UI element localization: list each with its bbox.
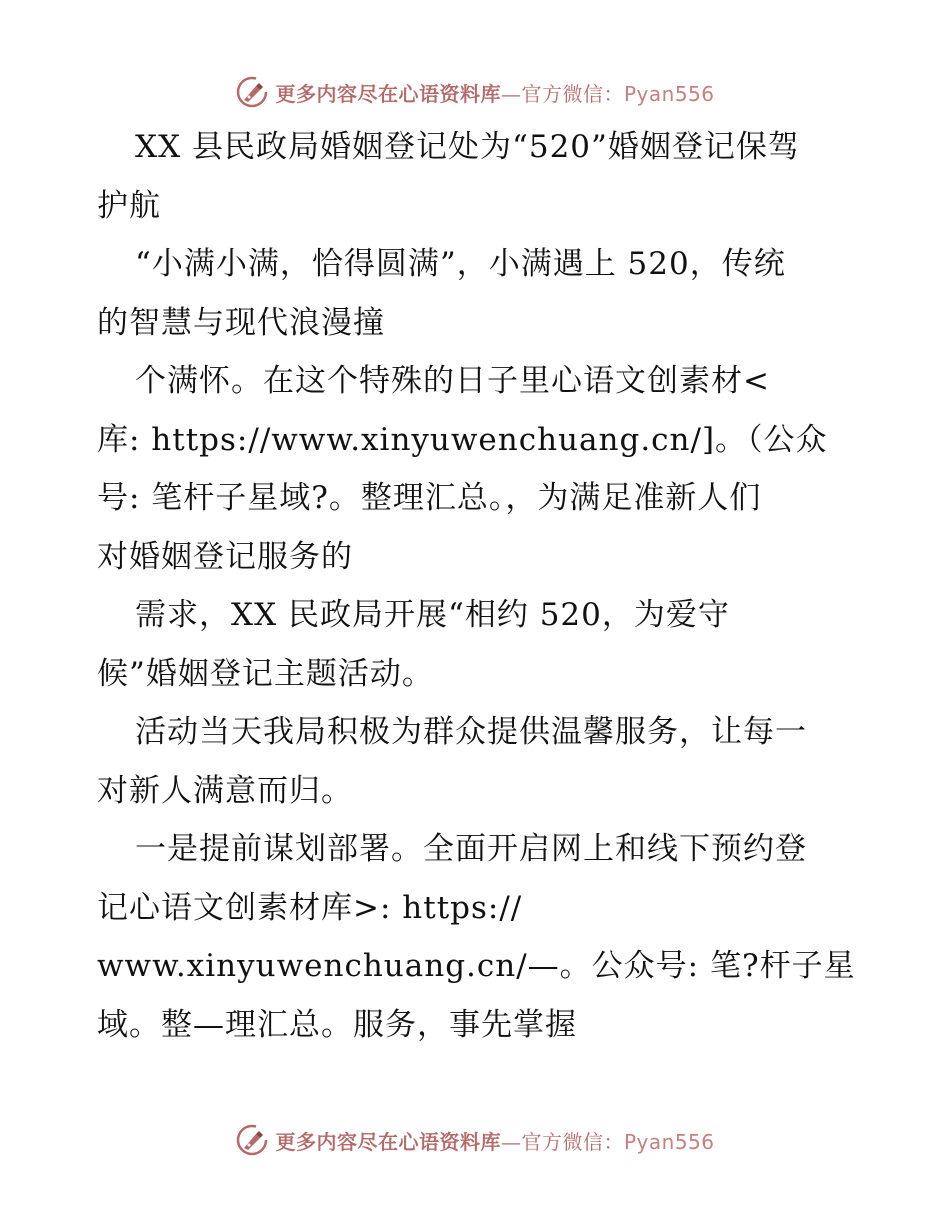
footer-wechat-id: Pyan556 — [623, 1129, 715, 1154]
body-line: 域。整—理汇总。服务，事先掌握 — [97, 1006, 577, 1043]
body-line: www.xinyuwenchuang.cn/—。公众号: 笔?杆子星 — [97, 948, 856, 984]
body-line: XX 县民政局婚姻登记处为“520”婚姻登记保驾 — [135, 129, 800, 165]
header-brand-text: 更多内容尽在心语资料库 — [275, 81, 501, 106]
body-line: 一是提前谋划部署。全面开启网上和线下预约登 — [135, 831, 807, 867]
body-line: “小满小满，恰得圆满”，小满遇上 520，传统 — [135, 246, 786, 282]
body-line: 的智慧与现代浪漫撞 — [97, 304, 385, 341]
body-line: 活动当天我局积极为群众提供温馨服务，让每一 — [135, 714, 807, 750]
body-line: 需求，XX 民政局开展“相约 520，为爱守 — [135, 597, 730, 633]
pen-nib-swirl-logo-icon — [235, 75, 269, 109]
header-wechat-id: Pyan556 — [623, 81, 715, 106]
body-line: 库: https://www.xinyuwenchuang.cn/]。（公众 — [97, 421, 828, 458]
document-body — [97, 118, 857, 1054]
body-line: 候”婚姻登记主题活动。 — [97, 655, 434, 692]
body-line: 个满怀。在这个特殊的日子里心语文创素材< — [135, 363, 770, 399]
body-line: 对婚姻登记服务的 — [97, 538, 353, 575]
footer-banner — [0, 1120, 950, 1160]
body-line: 对新人满意而归。 — [97, 772, 353, 809]
body-line: 记心语文创素材库>: https:// — [97, 889, 523, 926]
footer-wechat-label: 官方微信： — [521, 1129, 624, 1154]
body-line: 护航 — [97, 187, 161, 224]
header-banner — [0, 72, 950, 112]
footer-dash: — — [500, 1129, 522, 1154]
footer-brand-text: 更多内容尽在心语资料库 — [275, 1129, 501, 1154]
header-dash: — — [500, 81, 522, 106]
body-line: 号: 笔杆子星域?。整理汇总。，为满足准新人们 — [97, 480, 762, 516]
header-wechat-label: 官方微信： — [521, 81, 624, 106]
pen-nib-swirl-logo-icon — [235, 1123, 269, 1157]
